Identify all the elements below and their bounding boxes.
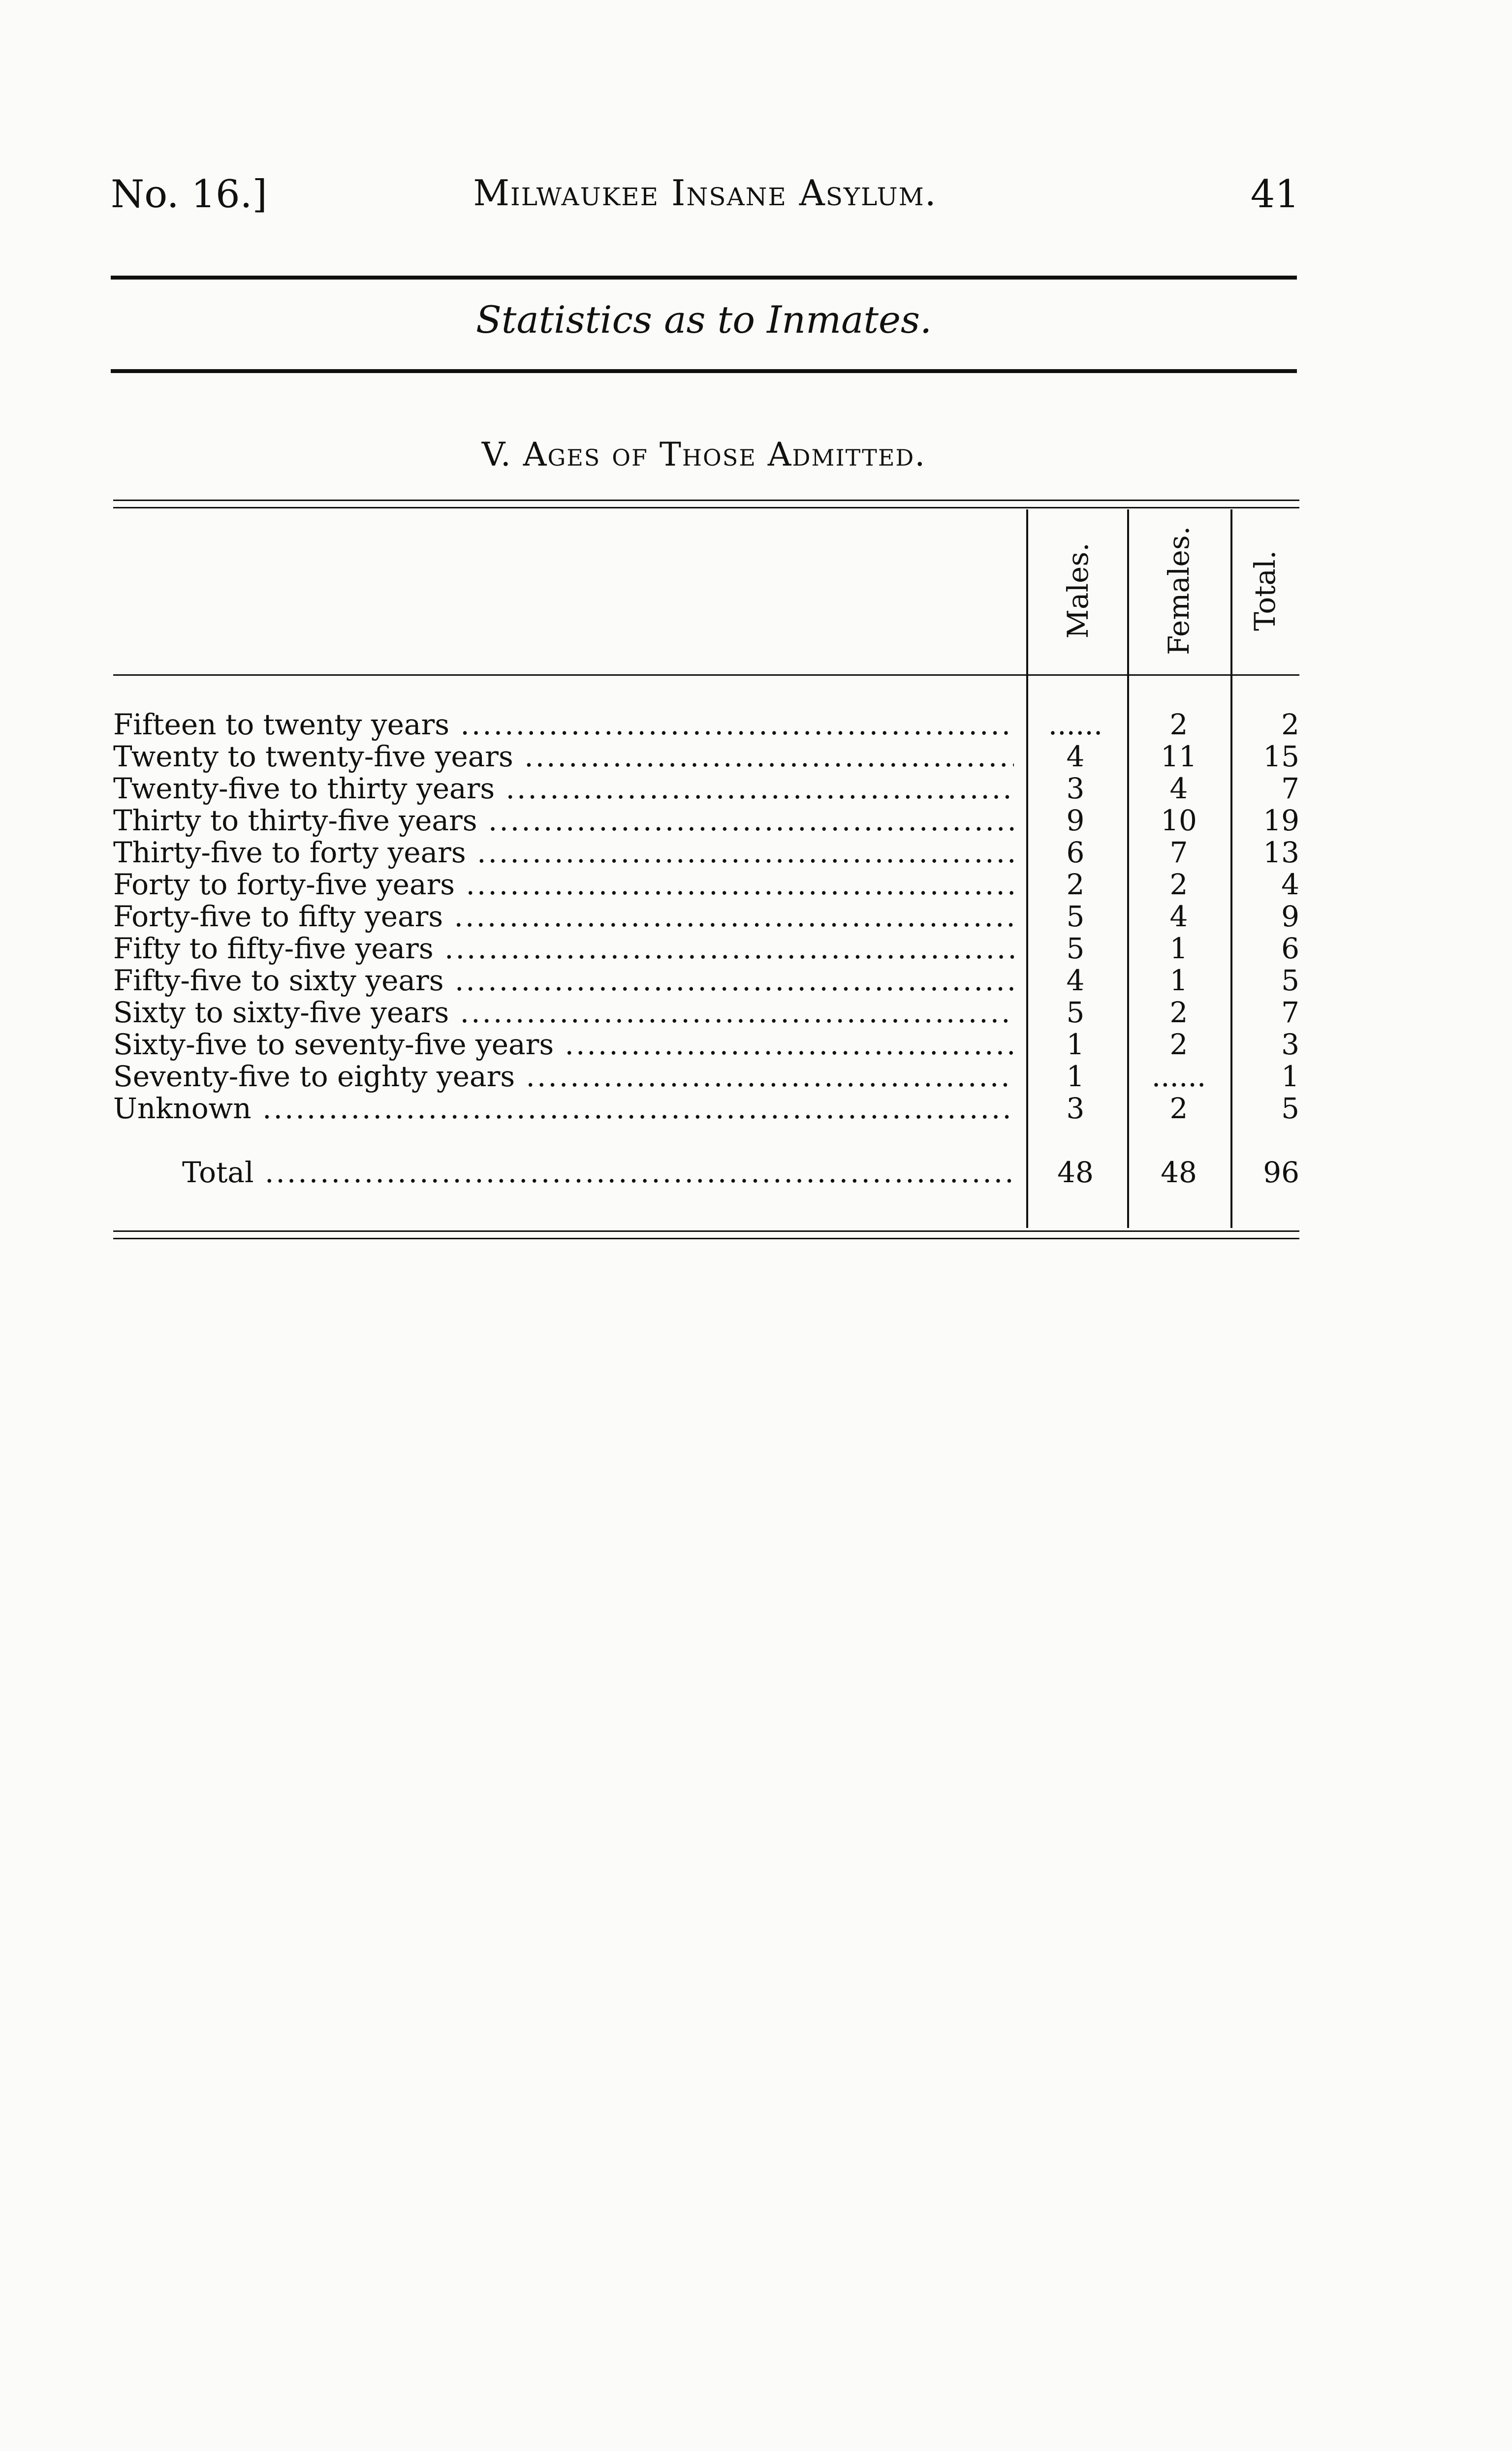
total-row [113, 1157, 1299, 1189]
males-cell: 3 [1066, 772, 1085, 805]
females-cell: 1 [1169, 932, 1188, 965]
females-cell: 1 [1169, 964, 1188, 997]
females-cell: 7 [1169, 836, 1188, 869]
females-cell: 10 [1161, 804, 1197, 837]
column-header-females [1132, 512, 1226, 669]
running-title: Milwaukee Insane Asylum. [473, 172, 937, 214]
table-row [113, 805, 1299, 837]
total-cell: 5 [1281, 964, 1299, 997]
males-cell: 4 [1066, 964, 1085, 997]
header-rule-bottom [111, 369, 1297, 373]
females-cell: 4 [1169, 772, 1188, 805]
table-row [113, 997, 1299, 1029]
table-row [113, 933, 1299, 965]
males-cell: 9 [1066, 804, 1085, 837]
males-cell: 2 [1066, 868, 1085, 901]
males-cell: 5 [1066, 900, 1085, 933]
document-number: No. 16.] [111, 172, 267, 217]
row-label: Sixty to sixty-five years ..... [113, 997, 1014, 1029]
total-cell: 7 [1281, 772, 1299, 805]
header-rule-top [111, 276, 1297, 280]
females-cell: 2 [1169, 996, 1188, 1029]
table-row [113, 1061, 1299, 1093]
row-label: Fifteen to twenty years ..... [113, 709, 1014, 741]
column-header-label: Males. [1061, 542, 1095, 639]
males-cell: 5 [1066, 996, 1085, 1029]
table-row [113, 869, 1299, 901]
row-label: Thirty to thirty-five years ..... [113, 805, 1014, 837]
table-row [113, 965, 1299, 997]
row-label: Twenty to twenty-five years ..... [113, 741, 1014, 773]
column-header-label: Total. [1248, 550, 1282, 631]
table-bottom-rule [113, 1230, 1299, 1232]
females-cell: 2 [1169, 708, 1188, 741]
table-row [113, 901, 1299, 933]
row-label: Seventy-five to eighty years ..... [113, 1061, 1014, 1093]
row-label: Forty-five to fifty years ..... [113, 901, 1014, 933]
table-bottom-rule-2 [113, 1238, 1299, 1239]
total-cell: 5 [1281, 1092, 1299, 1125]
total-cell: 6 [1281, 932, 1299, 965]
total-cell: 15 [1263, 740, 1299, 773]
total-cell: 9 [1281, 900, 1299, 933]
row-label: Sixty-five to seventy-five years ..... [113, 1029, 1014, 1061]
column-header-males [1031, 512, 1125, 669]
row-label: Forty to forty-five years ..... [113, 869, 1014, 901]
total-cell: 2 [1281, 708, 1299, 741]
females-cell: 11 [1161, 740, 1197, 773]
row-label: Thirty-five to forty years ..... [113, 837, 1014, 869]
section-title: Statistics as to Inmates. [475, 298, 932, 342]
total-cell: 13 [1263, 836, 1299, 869]
females-cell: 2 [1169, 1092, 1188, 1125]
ages-table [113, 492, 1299, 1255]
females-cell: 2 [1169, 868, 1188, 901]
total-cell: 7 [1281, 996, 1299, 1029]
females-cell: 2 [1169, 1028, 1188, 1061]
table-title: V. Ages of Those Admitted. [481, 436, 926, 473]
running-header [111, 172, 1299, 226]
table-row [113, 709, 1299, 741]
total-cell: 1 [1281, 1060, 1299, 1093]
table-row [113, 773, 1299, 805]
table-row [113, 1029, 1299, 1061]
males-cell: 1 [1066, 1060, 1085, 1093]
total-cell: 3 [1281, 1028, 1299, 1061]
table-row [113, 1093, 1299, 1125]
males-cell: ...... [1048, 708, 1103, 741]
females-cell: ...... [1151, 1060, 1206, 1093]
column-header-total [1230, 512, 1299, 669]
column-header-label: Females. [1162, 526, 1196, 656]
row-label: Fifty-five to sixty years ..... [113, 965, 1014, 997]
grand-total-cell: 96 [1263, 1156, 1299, 1189]
row-label: Unknown ..... [113, 1093, 1014, 1125]
table-top-rule [113, 500, 1299, 501]
females-cell: 4 [1169, 900, 1188, 933]
males-cell: 5 [1066, 932, 1085, 965]
males-cell: 1 [1066, 1028, 1085, 1061]
table-row [113, 837, 1299, 869]
header-separator-rule [113, 674, 1299, 676]
males-total-cell: 48 [1057, 1156, 1094, 1189]
row-label: Fifty to fifty-five years ..... [113, 933, 1014, 965]
females-total-cell: 48 [1161, 1156, 1197, 1189]
males-cell: 4 [1066, 740, 1085, 773]
males-cell: 3 [1066, 1092, 1085, 1125]
total-label: Total ..... [113, 1157, 1014, 1189]
males-cell: 6 [1066, 836, 1085, 869]
table-top-rule-2 [113, 507, 1299, 508]
row-label: Twenty-five to thirty years ..... [113, 773, 1014, 805]
total-cell: 4 [1281, 868, 1299, 901]
table-row [113, 741, 1299, 773]
page-number: 41 [1250, 172, 1299, 217]
total-cell: 19 [1263, 804, 1299, 837]
